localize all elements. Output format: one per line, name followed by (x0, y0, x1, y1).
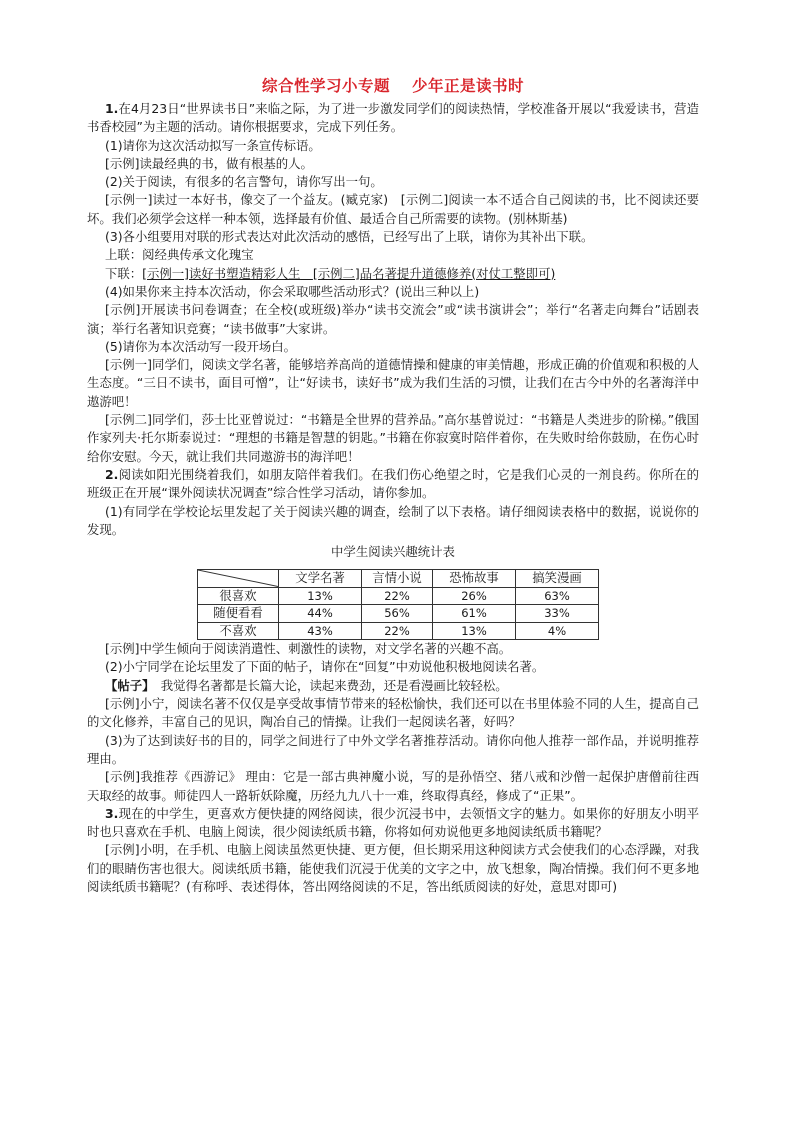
q1-s4-answer: [示例]开展读书问卷调查；在全校(或班级)举办“读书交流会”或“读书演讲会”；举行“名著走向舞台”话剧表演；举行名著知识竞赛；“读书做事”大家讲。 (87, 302, 699, 336)
q1-s3-xialian (87, 265, 699, 283)
post-tag: 【帖子】 (105, 677, 149, 693)
q1-s3-shanglian: 上联：阅经典传承文化瑰宝 (105, 247, 254, 263)
q1-s5-question: (5)请你为本次活动写一段开场白。 (105, 338, 297, 354)
reading-interest-table (197, 569, 599, 640)
table-cell: 43% (279, 622, 362, 640)
table-cell: 22% (362, 622, 433, 640)
xialian-answer-1: [示例一]读好书塑造精彩人生 (142, 265, 301, 281)
table-cell: 61% (433, 605, 516, 623)
q1-s3-question: (3)各小组要用对联的形式表达对此次活动的感悟，已经写出了上联，请你为其补出下联。 (105, 229, 594, 245)
xialian-label: 下联： (105, 265, 143, 281)
row-label: 不喜欢 (198, 622, 279, 640)
q1-s5-answer-1: [示例一]同学们，阅读文学名著，能够培养高尚的道德情操和健康的审美情趣，形成正确的价值观和积极的人生态度。“三日不读书，面目可憎”，让“好读书，读好书”成为我们生活的习惯，让我们在古今中外的名著海洋中遨游吧！ (87, 357, 699, 409)
table-cell: 33% (516, 605, 599, 623)
q1-intro (87, 100, 699, 137)
q3-number: 3. (105, 805, 119, 821)
row-label: 很喜欢 (198, 587, 279, 605)
q3-answer: [示例]小明，在手机、电脑上阅读虽然更快捷、更方便，但长期采用这种阅读方式会使我们的心态浮躁，对我们的眼睛伤害也很大。阅读纸质书籍，能使我们沉浸于优美的文字之中，放飞想象，陶冶情操。我们何不更多地阅读纸质书籍呢？(有称呼、表述得体，答出网络阅读的不足，答出纸质阅读的好处，意思对即可) (87, 842, 699, 894)
q1-s5-answer-2: [示例二]同学们，莎士比亚曾说过：“书籍是全世界的营养品。”高尔基曾说过：“书籍是人类进步的阶梯。”俄国作家列夫·托尔斯泰说过：“理想的书籍是智慧的钥匙。”书籍在你寂寞时陪伴着你，在失败时给你鼓励，在伤心时给你安慰。今天，就让我们共同遨游书的海洋吧！ (87, 412, 699, 464)
post-text: 我觉得名著都是长篇大论，读起来费劲，还是看漫画比较轻松。 (160, 677, 508, 693)
table-cell: 22% (362, 587, 433, 605)
title-topic: 综合性学习小专题 (261, 77, 390, 95)
table-caption: 中学生阅读兴趣统计表 (331, 544, 455, 560)
table-cell: 26% (433, 587, 516, 605)
xialian-answer-2: [示例二]品名著提升道德修养(对仗工整即可) (312, 265, 556, 281)
q2-s1-question: (1)有同学在学校论坛里发起了关于阅读兴趣的调查，绘制了以下表格。请仔细阅读表格中的数据，说说你的发现。 (87, 503, 699, 537)
q1-s4-question: (4)如果你来主持本次活动，你会采取哪些活动形式？(说出三种以上) (105, 283, 480, 299)
q2-s3-question: (3)为了达到读好书的目的，同学之间进行了中外文学名著推荐活动。请你向他人推荐一部作品，并说明推荐理由。 (87, 732, 699, 766)
q1-number: 1. (105, 101, 119, 116)
q2-s2-post (87, 677, 699, 695)
table-header-row (198, 570, 599, 588)
column-header: 文学名著 (279, 570, 362, 588)
table-cell: 4% (516, 622, 599, 640)
document-body (87, 76, 699, 896)
q2-s3-answer: [示例]我推荐《西游记》 理由：它是一部古典神魔小说，写的是孙悟空、猪八戒和沙僧一起保护唐僧前往西天取经的故事。师徒四人一路斩妖除魔，历经九九八十一难，终取得真经，修成了“正果”。 (87, 769, 699, 803)
table-cell: 56% (362, 605, 433, 623)
column-header: 言情小说 (362, 570, 433, 588)
table-row (198, 605, 599, 623)
q3-intro-text: 现在的中学生，更喜欢方便快捷的网络阅读，很少沉浸书中，去领悟文字的魅力。如果你的好朋友小明平时也只喜欢在手机、电脑上阅读，很少阅读纸质书籍，你将如何劝说他更多地阅读纸质书籍呢？ (87, 805, 699, 840)
table-corner-cell (198, 570, 279, 588)
table-cell: 44% (279, 605, 362, 623)
q2-s1-answer: [示例]中学生倾向于阅读消遣性、刺激性的读物，对文学名著的兴趣不高。 (105, 641, 512, 657)
q1-s1-question: (1)请你为这次活动拟写一条宣传标语。 (105, 137, 321, 153)
q2-intro-text: 阅读如阳光围绕着我们，如朋友陪伴着我们。在我们伤心绝望之时，它是我们心灵的一剂良药。你所在的班级正在开展“课外阅读状况调查”综合性学习活动，请你参加。 (87, 466, 699, 501)
q3-intro (87, 805, 699, 842)
q2-s2-answer: [示例]小宁，阅读名著不仅仅是享受故事情节带来的轻松愉快，我们还可以在书里体验不同的人生，提高自己的文化修养，丰富自己的见识，陶冶自己的情操。让我们一起阅读名著，好吗？ (87, 696, 699, 730)
q2-s2-question: (2)小宁同学在论坛里发了下面的帖子，请你在“回复”中劝说他积极地阅读名著。 (105, 659, 545, 675)
table-row (198, 587, 599, 605)
q1-s1-answer: [示例]读最经典的书，做有根基的人。 (105, 155, 313, 171)
column-header: 搞笑漫画 (516, 570, 599, 588)
table-row (198, 622, 599, 640)
table-cell: 63% (516, 587, 599, 605)
table-cell: 13% (433, 622, 516, 640)
q1-s2-answer: [示例一]读过一本好书，像交了一个益友。(臧克家) [示例二]阅读一本不适合自己阅读的书，比不阅读还要坏。我们必须学会这样一种本领，选择最有价值、最适合自己所需要的读物。(别林斯基) (87, 192, 699, 226)
q2-number: 2. (105, 466, 119, 482)
row-label: 随便看看 (198, 605, 279, 623)
q1-intro-text: 在4月23日“世界读书日”来临之际，为了进一步激发同学们的阅读热情，学校准备开展以“我爱读书，营造书香校园”为主题的活动。请你根据要求，完成下列任务。 (87, 101, 699, 135)
q2-intro (87, 466, 699, 503)
column-header: 恐怖故事 (433, 570, 516, 588)
title-subject: 少年正是读书时 (412, 77, 525, 95)
table-cell: 13% (279, 587, 362, 605)
page-title (87, 76, 699, 96)
q1-s2-question: (2)关于阅读，有很多的名言警句，请你写出一句。 (105, 174, 383, 190)
